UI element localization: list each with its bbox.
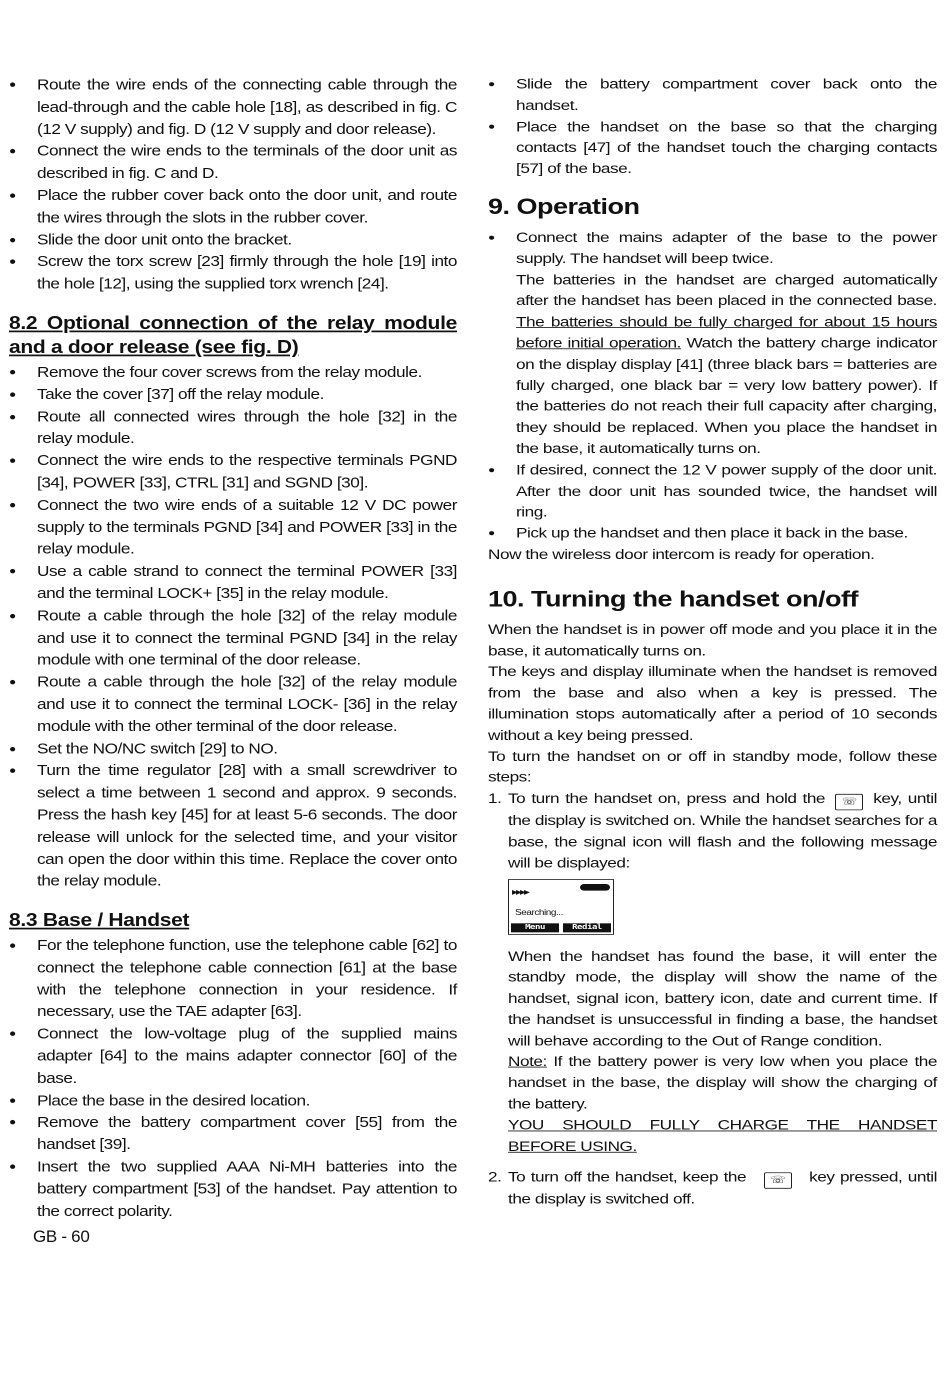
note-label: Note: bbox=[508, 1053, 547, 1070]
bullet-list-connection bbox=[9, 74, 457, 295]
page-footer: GB - 60 bbox=[33, 1227, 90, 1246]
step-text: To turn off the handset, keep the bbox=[508, 1168, 747, 1185]
paragraph: When the handset is in power off mode and you place it in the base, it automatically turns on. bbox=[488, 620, 937, 659]
list-item: ● Route the wire ends of the connecting cable through the lead-through and the cable hole [18], as described in fig. C (12 V supply) and fig. D (12 V supply and door release). bbox=[9, 74, 457, 140]
step-item bbox=[488, 1167, 937, 1210]
list-item: ● Slide the door unit onto the bracket. bbox=[9, 229, 457, 251]
step-number: 1. bbox=[488, 789, 502, 807]
list-item: ● Connect the low-voltage plug of the supplied mains adapter [64] to the mains adapter connector [60] of the base. bbox=[9, 1023, 457, 1089]
list-item: ● If desired, connect the 12 V power supply of the door unit. After the door unit has sounded twice, the handset will ring. bbox=[488, 460, 937, 523]
signal-icon: ▶▶▶▶ bbox=[512, 887, 529, 897]
step-number: 2. bbox=[488, 1168, 502, 1185]
bullet-list-operation bbox=[488, 227, 937, 544]
operation-text: The batteries in the handset are charged automatically after the handset has been placed in the connected base. bbox=[516, 271, 937, 309]
warning-text: YOU SHOULD FULLY CHARGE THE HANDSET BEFORE USING. bbox=[508, 1116, 937, 1155]
list-item: ● Turn the time regulator [28] with a small screwdriver to select a time between 1 second and approx. 9 seconds. Press the hash key [45] for at least 5-6 seconds. The door release will unlock for the selected time, and your visitor can open the door within this time. Replace the cover onto the relay module. bbox=[9, 760, 457, 893]
note-text: If the battery power is very low when you place the handset in the base, the display will show the charging of the battery. bbox=[508, 1053, 937, 1112]
phone-key-icon: ☏ bbox=[835, 794, 863, 810]
operation-text: Connect the mains adapter of the base to the power supply. The handset will beep twice. bbox=[516, 228, 937, 267]
list-item: ● Connect the two wire ends of a suitable 12 V DC power supply to the terminals PGND [34] and POWER [33] in the relay module. bbox=[9, 494, 457, 560]
list-item bbox=[488, 227, 937, 459]
list-item: ● Route a cable through the hole [32] of the relay module and use it to connect the terminal LOCK- [36] in the relay module with the other terminal of the door release. bbox=[9, 671, 457, 737]
list-item: ● Slide the battery compartment cover back onto the handset. bbox=[488, 74, 937, 116]
list-item: ● Remove the four cover screws from the relay module. bbox=[9, 361, 457, 383]
numbered-steps bbox=[488, 788, 937, 1210]
lcd-message: Searching... bbox=[515, 908, 563, 918]
section-heading-8-2: 8.2 Optional connection of the relay module and a door release (see fig. D) bbox=[9, 313, 457, 358]
left-column bbox=[9, 74, 457, 1222]
list-item: ● Place the rubber cover back onto the door unit, and route the wires through the slots in the rubber cover. bbox=[9, 185, 457, 229]
section-heading-9: 9. Operation bbox=[488, 194, 640, 219]
step-text: key, until the display is switched on. While the handset searches for a base, the signal icon will flash and the following message will be displayed: bbox=[508, 789, 937, 871]
list-item: ● Take the cover [37] off the relay module. bbox=[9, 384, 457, 406]
charge-warning-text: The batteries should be fully charged for about 15 hours before initial operation. bbox=[516, 313, 937, 351]
list-item: ● Route all connected wires through the hole [32] in the relay module. bbox=[9, 406, 457, 450]
list-item: ● Route a cable through the hole [32] of the relay module and use it to connect the terminal PGND [34] in the relay module with one terminal of the door release. bbox=[9, 605, 457, 671]
list-item: ● Use a cable strand to connect the terminal POWER [33] and the terminal LOCK+ [35] in the relay module. bbox=[9, 561, 457, 605]
section-heading-10: 10. Turning the handset on/off bbox=[488, 586, 858, 612]
paragraph: Now the wireless door intercom is ready for operation. bbox=[488, 545, 875, 563]
right-column bbox=[488, 74, 937, 1210]
softkey-redial: Redial bbox=[563, 923, 611, 932]
list-item: ● Connect the wire ends to the respective terminals PGND [34], POWER [33], CTRL [31] and SGND [30]. bbox=[9, 450, 457, 494]
list-item: ● Remove the battery compartment cover [55] from the handset [39]. bbox=[9, 1112, 457, 1156]
list-item: ● Connect the wire ends to the terminals of the door unit as described in fig. C and D. bbox=[9, 140, 457, 184]
lcd-softkey-bar bbox=[511, 923, 611, 932]
bullet-list-relay bbox=[9, 361, 457, 892]
list-item: ● Place the base in the desired location. bbox=[9, 1090, 457, 1112]
list-item: ● Place the handset on the base so that the charging contacts [47] of the handset touch the charging contacts [57] of the base. bbox=[488, 116, 937, 179]
list-item: ● Screw the torx screw [23] firmly through the hole [19] into the hole [12], using the supplied torx wrench [24]. bbox=[9, 251, 457, 295]
paragraph: To turn the handset on or off in standby mode, follow these steps: bbox=[488, 747, 937, 786]
softkey-menu: Menu bbox=[511, 923, 559, 932]
phone-key-icon: ☏ bbox=[764, 1173, 792, 1189]
battery-icon bbox=[580, 884, 610, 891]
step-item bbox=[488, 788, 937, 1157]
step-text: To turn the handset on, press and hold the bbox=[508, 789, 826, 807]
list-item: ● For the telephone function, use the telephone cable [62] to connect the telephone cable connection [61] at the base with the telephone connection in your residence. If necessary, use the TAE adapter [63]. bbox=[9, 935, 457, 1024]
note-paragraph bbox=[508, 1052, 937, 1115]
list-item: ● Pick up the handset and then place it back in the base. bbox=[488, 523, 937, 544]
paragraph: The keys and display illuminate when the handset is removed from the base and also when a key is pressed. The illumination stops automatically after a period of 10 seconds without a key being pressed. bbox=[488, 663, 937, 743]
paragraph: When the handset has found the base, it will enter the standby mode, the display will show the name of the handset, signal icon, battery icon, date and current time. If the handset is unsuccessful in finding a base, the handset will behave according to the Out of Range condition. bbox=[508, 947, 937, 1049]
step-text: key pressed, until the display is switched off. bbox=[508, 1168, 938, 1208]
bullet-list-base bbox=[9, 935, 457, 1223]
section-heading-8-3: 8.3 Base / Handset bbox=[9, 910, 190, 931]
operation-text: Watch the battery charge indicator on the display display [41] (three black bars = batteries are fully charged, one black bar = very low battery power). If the batteries do not reach their full capacity after charging, they should be replaced. When you place the handset in the base, it automatically turns on. bbox=[516, 334, 938, 457]
list-item: ● Insert the two supplied AAA Ni-MH batteries into the battery compartment [53] of the handset. Pay attention to the correct polarity. bbox=[9, 1156, 457, 1222]
list-item: ● Set the NO/NC switch [29] to NO. bbox=[9, 738, 457, 760]
lcd-display-searching bbox=[508, 879, 614, 935]
bullet-list-handset bbox=[488, 74, 937, 180]
